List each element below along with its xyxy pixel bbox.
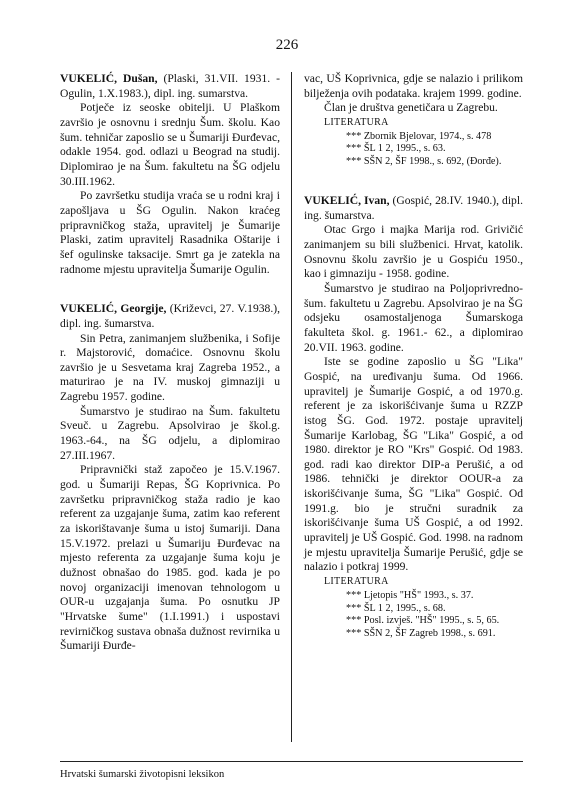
literature-list	[304, 590, 523, 641]
entry-continuation: vac, UŠ Koprivnica, gdje se nalazio i prilikom bilježenja ovih podataka. krajem 1999. godine.	[304, 72, 523, 100]
entry-vukelic-georgije	[60, 302, 280, 654]
entry-heading	[60, 302, 280, 331]
literature-item: *** SŠN 2, ŠF Zagreb 1998., s. 691.	[346, 628, 496, 640]
entry-paragraph: Po završetku studija vraća se u rodni kraj i zapošljava u ŠG Ogulin. Nakon kraćeg pripravničkog staža, upravitelj je Šumarije Plaski, zatim upravitelj Rasadnika Oštarije i šef ogulinske taksacije. Smrt ga je zatekla na radnome mjestu upravitelja Šumarije Ogulin.	[60, 189, 280, 276]
right-column	[304, 72, 523, 666]
entry-paragraph: Član je društva genetičara u Zagrebu.	[324, 101, 498, 115]
entry-heading	[304, 194, 523, 223]
entry-surname: VUKELIĆ, Dušan,	[60, 72, 158, 85]
literature-heading: LITERATURA	[324, 576, 389, 588]
entry-paragraph: Iste se godine zaposlio u ŠG "Lika" Gospić, na uređivanju šuma. Od 1966. upravitelj je Šumarije Gospić, a od 1970.g. referent je za iskorišćivanje šuma u RZZP istog ŠG. God. 1972. postaje upravitelj Šumarije Karlobag, ŠG "Lika" Gospić, a od 1980. direktor je RO "Krs" Gospić. Od 1983. god. radi kao direktor DIP-a Perušić, a od 1986. tehnički je direktor OOUR-a za iskorišćivanje šuma, ŠG "Lika" Gospić. Od 1991.g. bio je stručni suradnik za iskorišćivanje šuma UŠ Gospić, a od 1992. upravitelj je UŠ Gospić. God. 1998. na radnom je mjestu upravitelja Šumarije Perušić, gdje se nalazio i potkraj 1999.	[304, 355, 523, 574]
literature-item: *** ŠL 1 2, 1995., s. 68.	[346, 602, 446, 614]
column-divider	[291, 72, 292, 742]
literature-item: *** Ljetopis "HŠ" 1993., s. 37.	[346, 589, 474, 601]
entry-paragraph: Šumarstvo je studirao na Šum. fakultetu Sveuč. u Zagrebu. Apsolvirao je škol.g. 1963.-64., na ŠG odjelu, a diplomirao 27.III.1967.	[60, 404, 280, 462]
footer-title: Hrvatski šumarski životopisni leksikon	[60, 769, 225, 780]
literature-item: *** ŠL 1 2, 1995., s. 63.	[346, 143, 446, 155]
literature-item: *** SŠN 2, ŠF 1998., s. 692, (Đorđe).	[346, 156, 502, 168]
entry-paragraph: Potječe iz seoske obitelji. U Plaškom završio je osnovnu i srednju Šum. školu. Kao šum. tehničar zaposlio se u Šumariji Đurđevac, odakle 1954. god. odlazi u Beograd na studij. Diplomirao je na Šum. fakultetu na ŠG odjelu 30.III.1962.	[60, 101, 280, 188]
literature-list	[304, 131, 523, 169]
entry-heading	[60, 72, 280, 101]
entry-heading-details: (Gospić, 28.IV. 1940.), dipl. ing. šumarstva.	[304, 194, 523, 222]
footer-rule	[60, 761, 523, 762]
entry-paragraph: Otac Grgo i majka Marija rod. Grivičić zanimanjem su bili službenici. Hrvat, katolik. Osnovnu školu završio je u Gospiću 1950., kao i gimnaziju - 1958. godine.	[304, 223, 523, 281]
entry-heading-details: (Plaski, 31.VII. 1931. - Ogulin, 1.X.1983.), dipl. ing. sumarstva.	[60, 72, 280, 100]
entry-paragraph: Šumarstvo je studirao na Poljoprivredno-šum. fakultetu u Zagrebu. Apsolvirao je na ŠG odsjeku osamostaljenoga Šumarskoga fakulteta škol. g. 1961.- 62., a diplomirao 20.VII. 1963. godine.	[304, 281, 523, 354]
entry-paragraph: Pripravnički staž započeo je 15.V.1967. god. u Šumariji Repas, ŠG Koprivnica. Po završetku pripravničkog staža radio je kao referent za uzgajanje šuma, zatim kao referent za iskorištavanje šuma u istoj šumariji. Dana 15.V.1972. prelazi u Šumariju Đurđevac na mjesto referenta za uzgajanje šuma koju je dužnost obnašao do 1985. god. kada je po novoj organizaciji imenovan tehnologom u OUR-u uzgajanja šuma. Po osnutku JP "Hrvatske šume" (1.I.1991.) i uspostavi revirničkog sustava obnaša dužnost revirnika u Šumariji Đurđe-	[60, 463, 280, 653]
left-column	[60, 72, 280, 679]
literature-heading: LITERATURA	[324, 116, 389, 128]
literature-item: *** Posl. izvješ. "HŠ" 1995., s. 5, 65.	[346, 615, 500, 627]
entry-vukelic-georgije-continued	[304, 72, 523, 169]
entry-paragraph: Sin Petra, zanimanjem službenika, i Sofije r. Majstorović, domaćice. Osnovnu školu završio je u Sesvetama kraj Zagreba 1952., a maturirao je na IV. muskoj gimnaziji u Zagrebu 1957. godine.	[60, 331, 280, 404]
entry-heading-details: (Križevci, 27. V.1938.), dipl. ing. šumarstva.	[60, 302, 280, 330]
page-number: 226	[275, 37, 299, 53]
entry-vukelic-dusan	[60, 72, 280, 277]
literature-item: *** Zbornik Bjelovar, 1974., s. 478	[346, 130, 492, 142]
entry-vukelic-ivan	[304, 194, 523, 641]
entry-surname: VUKELIĆ, Georgije,	[60, 302, 167, 316]
entry-surname: VUKELIĆ, Ivan,	[304, 194, 390, 208]
